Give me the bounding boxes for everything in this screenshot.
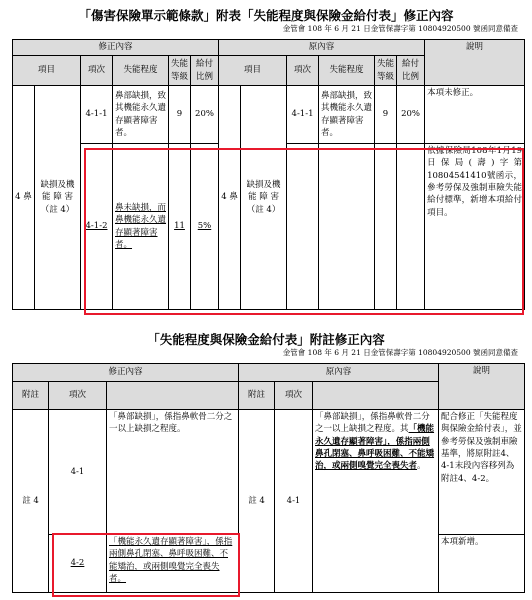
header-seq-orig: 項次: [287, 56, 319, 86]
row1-seq: 4-1-1: [81, 86, 113, 144]
header-item-orig: 項目: [219, 56, 287, 86]
header-grade-orig: 失能等級: [375, 56, 397, 86]
sub-name: 缺損及機能 障 害 （註 4）: [35, 86, 81, 310]
doc2-rev-seq-1: 4-1: [49, 410, 107, 535]
doc2-orig-text: [313, 410, 439, 593]
row1-grade: 9: [169, 86, 191, 144]
doc2-header-seq: 項次: [49, 382, 107, 410]
doc2-note-2: 本項新增。: [439, 535, 525, 593]
header-level-orig: 失能程度: [319, 56, 375, 86]
doc1-subtitle: 金管會 108 年 6 月 21 日金管保壽字第 10804920500 號函同意備查: [282, 24, 518, 33]
doc2-orig-attach: 註 4: [239, 410, 275, 593]
doc2-header-blank: [107, 382, 239, 410]
doc2-attach: 註 4: [13, 410, 49, 593]
orig-text-a: 「鼻部缺損」，係指鼻軟骨二分之一以上缺損之程度。其: [315, 412, 430, 435]
doc2-header-blank-orig: [313, 382, 439, 410]
category-cell: [13, 86, 35, 310]
orig-text-underlined: 「機能永久遺存顯著障害」，係指兩側鼻孔閉塞、鼻呼吸困難、不能矯治，或兩側嗅覺完全喪失者: [315, 424, 435, 472]
row2-ratio: 5%: [191, 144, 219, 310]
header-grade: 失能等級: [169, 56, 191, 86]
row2-grade: 11: [169, 144, 191, 310]
header-item: 項目: [13, 56, 81, 86]
orig-row1-seq: 4-1-1: [287, 86, 319, 144]
doc2-header-seq-orig: 項次: [275, 382, 313, 410]
doc2-header-original: 原內容: [239, 364, 439, 382]
orig-row1-desc: 鼻部缺損，致其機能永久遺存顯著障害者。: [319, 86, 375, 144]
row1-desc: 鼻部缺損，致其機能永久遺存顯著障害者。: [113, 86, 169, 144]
doc2-header-note: 說明: [439, 364, 525, 410]
doc2-rev-text-1: 「鼻部缺損」，係指鼻軟骨二分之一以上缺損之程度。: [107, 410, 239, 535]
doc1-title: 「傷害保險單示範條款」附表「失能程度與保險金給付表」修正內容: [78, 8, 454, 23]
header-level: 失能程度: [113, 56, 169, 86]
orig-row2-seq: [287, 144, 319, 310]
doc2-note-1: 配合修正「失能程度與保險金給付表」，並參考勞保及強制車險基準，將原附註4、4-1末段內容移列為附註4、4-2。: [439, 410, 525, 535]
doc2-header-revised: 修正內容: [13, 364, 239, 382]
row2-seq: 4-1-2: [81, 144, 113, 310]
orig-row1-ratio: 20%: [397, 86, 425, 144]
doc1-table: [12, 39, 525, 310]
header-revised: 修正內容: [13, 40, 219, 56]
header-note: 說明: [425, 40, 525, 86]
doc2-rev-text-2: 「機能永久遺存顯著障害」，係指兩側鼻孔閉塞、鼻呼吸困難、不能矯治，或兩側嗅覺完全喪失者。: [107, 535, 239, 593]
orig-row2-desc: [319, 144, 375, 310]
orig-row2-grade: [375, 144, 397, 310]
doc2-rev-seq-2: 4-2: [49, 535, 107, 593]
orig-row1-grade: 9: [375, 86, 397, 144]
header-ratio: 給付比例: [191, 56, 219, 86]
orig-row2-ratio: [397, 144, 425, 310]
doc2-subtitle: 金管會 108 年 6 月 21 日金管保壽字第 10804920500 號函同意備查: [282, 348, 518, 357]
doc2-header-attach-orig: 附註: [239, 382, 275, 410]
orig-category-name: 鼻: [229, 192, 238, 203]
note-1: 本項未修正。: [425, 86, 525, 144]
header-original: 原內容: [219, 40, 425, 56]
doc2-title: 「失能程度與保險金給付表」附註修正內容: [147, 332, 385, 347]
row2-desc: 鼻未缺損，而鼻機能永久遺存顯著障害者。: [113, 144, 169, 310]
header-seq: 項次: [81, 56, 113, 86]
doc2-header-attach: 附註: [13, 382, 49, 410]
orig-text-end: 。: [417, 461, 426, 472]
orig-category-num: 4: [221, 192, 227, 203]
category-name: 鼻: [23, 192, 32, 203]
note-2: 依據保險局108年1月19日保局(壽)字第10804541410號函示，參考勞保及強制車險失能給付標準，新增本項給付項目。: [425, 144, 525, 310]
orig-category-cell: [219, 86, 241, 310]
category-num: 4: [15, 192, 21, 203]
doc2-table: [12, 363, 525, 593]
doc2-orig-seq: 4-1: [275, 410, 313, 593]
orig-sub-name: 缺損及機能 障 害 （註 4）: [241, 86, 287, 310]
row1-ratio: 20%: [191, 86, 219, 144]
header-ratio-orig: 給付比例: [397, 56, 425, 86]
